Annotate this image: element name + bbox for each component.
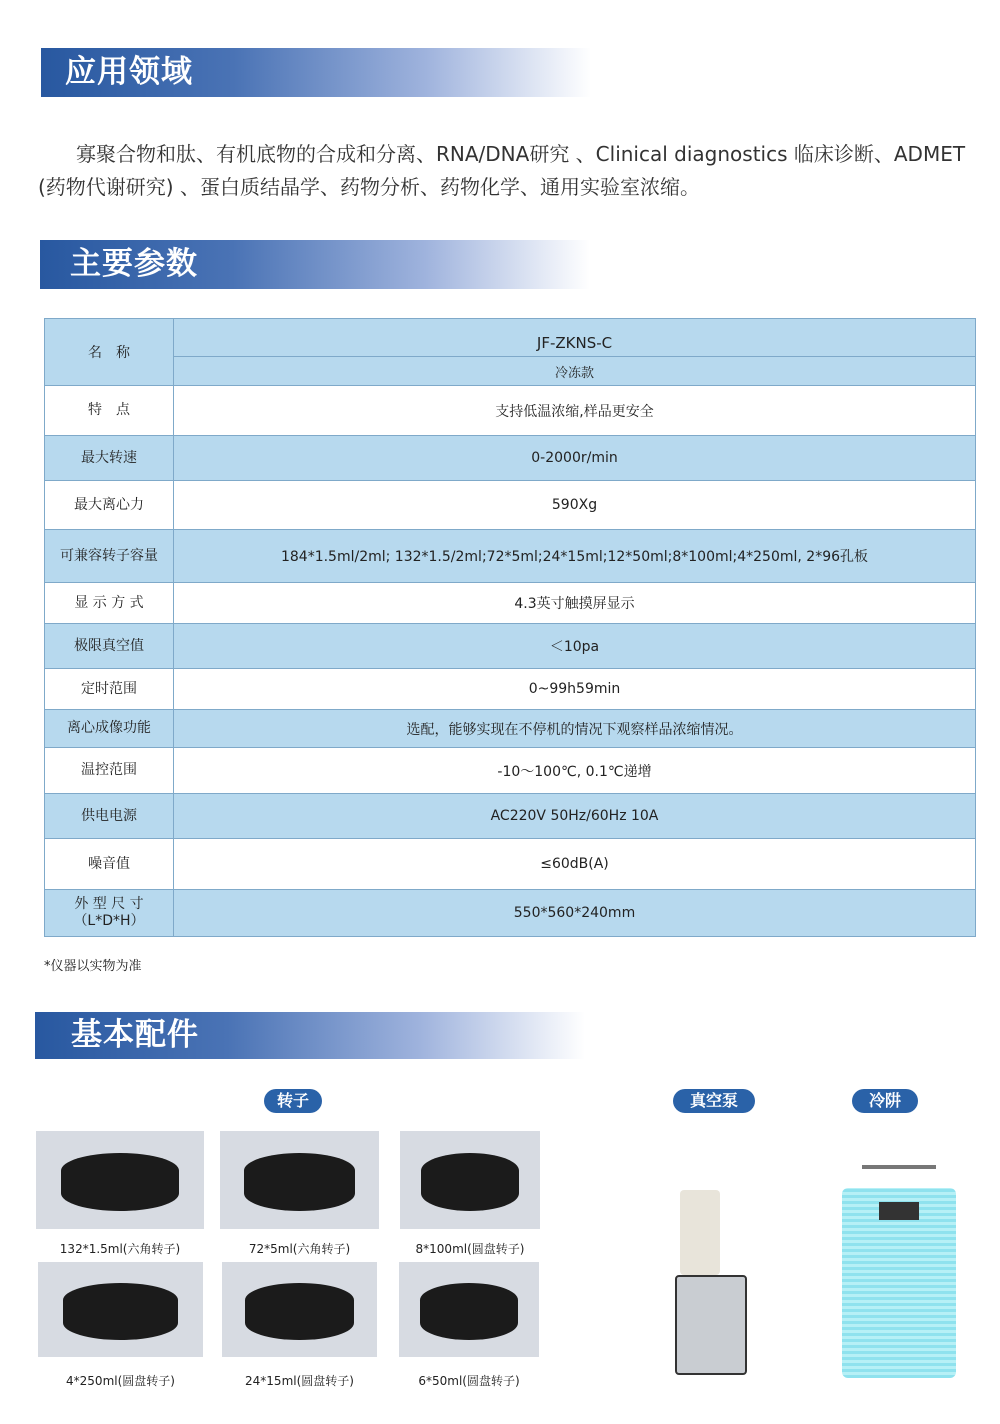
table-row (45, 669, 976, 710)
table-row (45, 436, 976, 481)
rotor-caption: 132*1.5ml(六角转子) (59, 1242, 181, 1256)
row-label: 最大离心力 (45, 481, 174, 530)
row-value: -10～100℃, 0.1℃递增 (174, 748, 976, 794)
rotor-caption: 4*250ml(圆盘转子) (66, 1374, 175, 1388)
rotor-image (399, 1262, 539, 1357)
row-label: 供电电源 (45, 794, 174, 839)
section-params: 主要参数 (40, 240, 590, 289)
rotor-image (222, 1262, 377, 1357)
section-applications: 应用领域 (41, 48, 591, 97)
rotor-image (36, 1131, 204, 1229)
row-value: 4.3英寸触摸屏显示 (174, 583, 976, 624)
row-label: 最大转速 (45, 436, 174, 481)
note: *仪器以实物为准 (44, 959, 142, 974)
row-label: 噪音值 (45, 839, 174, 890)
table-row (45, 839, 976, 890)
row-value: ≤60dB(A) (174, 839, 976, 890)
variant: 冷冻款 (174, 357, 976, 386)
params-table (44, 318, 976, 937)
table-row (45, 386, 976, 436)
row-value: AC220V 50Hz/60Hz 10A (174, 794, 976, 839)
row-label: 离心成像功能 (45, 710, 174, 748)
cold-trap-image (842, 1160, 956, 1386)
applications-text: 寡聚合物和肽、有机底物的合成和分离、RNA/DNA研究 、Clinical diagnostics 临床诊断、ADMET (药物代谢研究) 、蛋白质结晶学、药物分析、药物化学、通用实验室浓缩。 (38, 142, 966, 199)
rotor-image (220, 1131, 379, 1229)
row-label: 可兼容转子容量 (45, 530, 174, 583)
row-label: 定时范围 (45, 669, 174, 710)
table-row (45, 624, 976, 669)
trap-pill: 冷阱 (852, 1089, 918, 1113)
section-accessories: 基本配件 (35, 1012, 585, 1059)
rotor-image (38, 1262, 203, 1357)
row-label: 特 点 (45, 386, 174, 436)
rotor-caption: 6*50ml(圆盘转子) (418, 1374, 520, 1388)
row-value: 550*560*240mm (174, 890, 976, 937)
row-value: ＜10pa (174, 624, 976, 669)
row-value: 184*1.5ml/2ml; 132*1.5/2ml;72*5ml;24*15ml;12*50ml;8*100ml;4*250ml, 2*96孔板 (174, 530, 976, 583)
row-label: 极限真空值 (45, 624, 174, 669)
rotor-caption: 72*5ml(六角转子) (248, 1242, 351, 1256)
row-value: 0~99h59min (174, 669, 976, 710)
row-label: 温控范围 (45, 748, 174, 794)
table-row (45, 794, 976, 839)
row-value: 590Xg (174, 481, 976, 530)
table-row (45, 710, 976, 748)
table-row (45, 890, 976, 937)
rotor-pill: 转子 (264, 1089, 322, 1113)
vacuum-pump-image (675, 1190, 753, 1382)
row-label: 外 型 尺 寸 （L*D*H） (45, 890, 174, 937)
table-row (45, 748, 976, 794)
table-row (45, 481, 976, 530)
rotor-caption: 24*15ml(圆盘转子) (245, 1374, 354, 1388)
row-label: 显 示 方 式 (45, 583, 174, 624)
pump-pill: 真空泵 (673, 1089, 755, 1113)
row-value: 支持低温浓缩,样品更安全 (174, 386, 976, 436)
model: JF-ZKNS-C (174, 319, 976, 357)
name-label: 名 称 (45, 319, 174, 386)
rotor-image (400, 1131, 540, 1229)
row-value: 选配，能够实现在不停机的情况下观察样品浓缩情况。 (174, 710, 976, 748)
rotor-caption: 8*100ml(圆盘转子) (415, 1242, 525, 1256)
row-value: 0-2000r/min (174, 436, 976, 481)
table-row (45, 583, 976, 624)
table-row (45, 530, 976, 583)
